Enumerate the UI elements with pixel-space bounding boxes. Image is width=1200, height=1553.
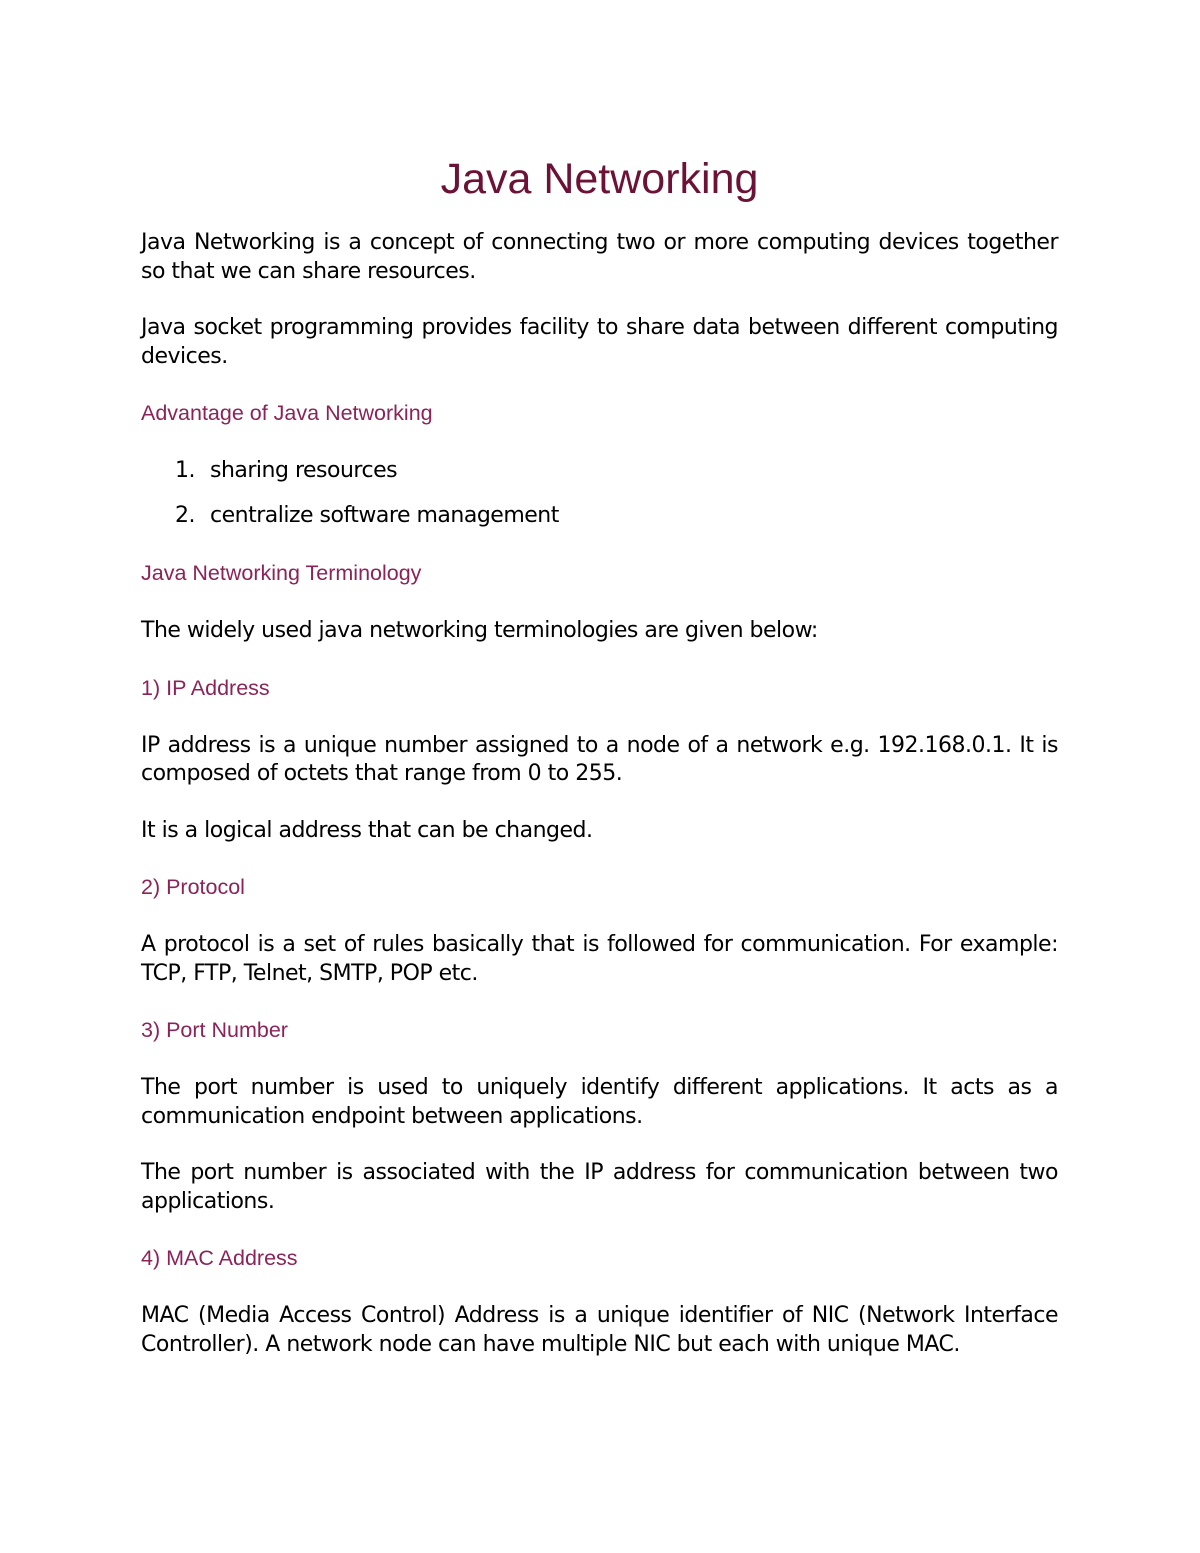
list-item-text: centralize software management — [210, 502, 559, 528]
section-paragraph: The port number is used to uniquely identify different applications. It acts as a communication endpoint between applications. — [141, 1075, 1058, 1129]
advantages-list — [141, 457, 1058, 530]
page-title: Java Networking — [440, 155, 759, 203]
list-item-number: 1. — [175, 458, 195, 483]
section-heading-port-number: 3) Port Number — [141, 1018, 288, 1042]
list-item — [141, 502, 1058, 531]
section-paragraph: IP address is a unique number assigned to a node of a network e.g. 192.168.0.1. It is composed of octets that range from 0 to 255. — [141, 732, 1058, 786]
section-paragraph: It is a logical address that can be changed. — [141, 817, 593, 843]
document-page — [141, 150, 1058, 1387]
list-item — [141, 457, 1058, 486]
section-heading-protocol: 2) Protocol — [141, 875, 245, 899]
list-item-text: sharing resources — [210, 458, 398, 483]
intro-paragraph: Java socket programming provides facility to share data between different computing devices. — [141, 315, 1058, 369]
terminology-heading: Java Networking Terminology — [141, 561, 422, 585]
section-paragraph: A protocol is a set of rules basically that is followed for communication. For example: TCP, FTP, Telnet, SMTP, POP etc. — [141, 932, 1058, 986]
advantages-heading: Advantage of Java Networking — [141, 401, 433, 425]
section-heading-ip-address: 1) IP Address — [141, 675, 270, 700]
section-paragraph: The port number is associated with the IP address for communication between two applications. — [141, 1160, 1058, 1214]
section-heading-mac-address: 4) MAC Address — [141, 1246, 298, 1270]
terminology-intro: The widely used java networking terminologies are given below: — [141, 618, 818, 643]
intro-paragraph: Java Networking is a concept of connecting two or more computing devices together so that we can share resources. — [141, 230, 1058, 284]
section-paragraph: MAC (Media Access Control) Address is a unique identifier of NIC (Network Interface Controller). A network node can have multiple NIC but each with unique MAC. — [141, 1303, 1058, 1357]
list-item-number: 2. — [175, 502, 195, 528]
